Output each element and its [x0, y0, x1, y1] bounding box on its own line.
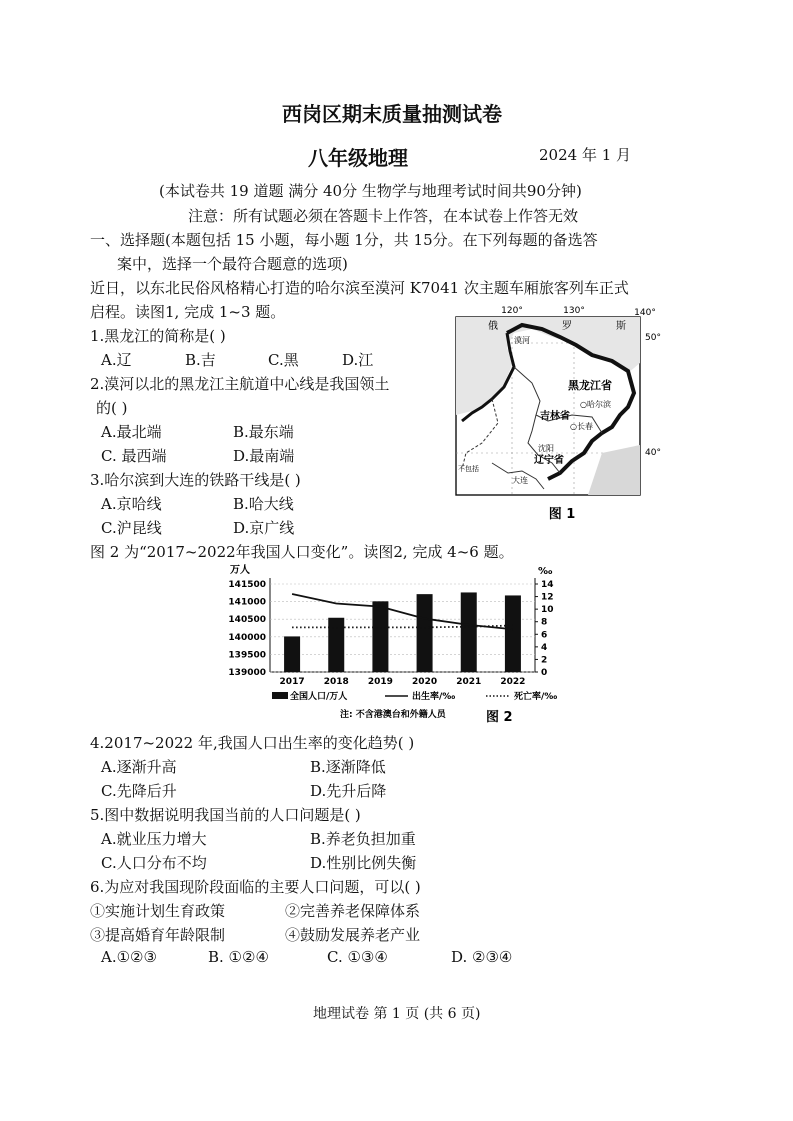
- q1-option-d: D.江: [342, 351, 374, 369]
- birth-rate-line: [292, 594, 513, 629]
- q2-option-b: B.最东端: [233, 423, 294, 441]
- left-tick-label: 139000: [228, 668, 266, 678]
- right-tick-label: 0: [541, 668, 548, 678]
- right-tick-label: 4: [541, 642, 548, 653]
- q1-option-b: B.吉: [185, 351, 216, 369]
- q4-option-c: C.先降后升: [101, 782, 177, 800]
- q5-option-d: D.性别比例失衡: [310, 854, 417, 872]
- right-tick-label: 14: [541, 580, 554, 590]
- question-1-stem: 1.黑龙江的简称是( ): [90, 327, 226, 345]
- right-tick-label: 10: [541, 605, 554, 616]
- lon-label-130: 130°: [563, 306, 585, 316]
- map-label-harbin: ○哈尔滨: [580, 400, 611, 409]
- q3-option-c: C.沪昆线: [101, 519, 162, 537]
- population-bar: [284, 636, 300, 672]
- x-tick-label: 2020: [412, 677, 438, 687]
- lon-label-120: 120°: [501, 306, 523, 316]
- map-label-mohe: 漠河: [514, 336, 530, 345]
- population-bar: [372, 601, 388, 672]
- exam-subject: 八年级地理: [308, 146, 408, 170]
- lat-label-50: 50°: [645, 333, 661, 343]
- intro1-line2: 启程。读图1, 完成 1~3 题。: [90, 303, 286, 321]
- population-bar: [417, 594, 433, 672]
- right-tick-label: 8: [541, 617, 548, 628]
- question-2-stem-cont: 的( ): [96, 399, 128, 417]
- q5-option-a: A.就业压力增大: [101, 830, 207, 848]
- map-label-russia-2: 罗: [562, 321, 572, 332]
- question-4-stem: 4.2017~2022 年,我国人口出生率的变化趋势( ): [90, 734, 415, 752]
- exam-date: 2024 年 1 月: [539, 146, 632, 164]
- population-bar: [461, 592, 477, 672]
- chart-caption: 图 2: [486, 710, 513, 724]
- page-footer: 地理试卷 第 1 页 (共 6 页): [313, 1006, 481, 1022]
- q4-option-d: D.先升后降: [310, 782, 387, 800]
- map-label-dalian: 大连: [512, 476, 528, 485]
- chart-note: 注: 不含港澳台和外籍人员: [340, 710, 446, 720]
- intro1-line1: 近日，以东北民俗风格精心打造的哈尔滨至漠河 K7041 次主题车厢旅客列车正式: [90, 279, 629, 297]
- legend-population: 全国人口/万人: [290, 692, 348, 702]
- population-bar: [328, 618, 344, 672]
- section-heading-line2: 案中，选择一个最符合题意的选项): [117, 255, 348, 273]
- q6-option-c: C. ①③④: [327, 948, 388, 966]
- chart-right-unit: ‰: [538, 566, 553, 577]
- q5-option-b: B.养老负担加重: [310, 830, 416, 848]
- chart-left-unit: 万人: [230, 565, 250, 576]
- q2-option-d: D.最南端: [233, 447, 295, 465]
- lat-label-40: 40°: [645, 448, 661, 458]
- map-label-liaoning: 辽宁省: [534, 455, 564, 466]
- q2-option-a: A.最北端: [101, 423, 162, 441]
- question-5-stem: 5.图中数据说明我国当前的人口问题是( ): [90, 806, 361, 824]
- legend-swatch-population: [272, 692, 288, 699]
- right-tick-label: 12: [541, 592, 554, 603]
- x-tick-label: 2021: [456, 677, 482, 687]
- left-tick-label: 140000: [228, 632, 266, 643]
- left-tick-label: 141500: [228, 580, 266, 590]
- intro2: 图 2 为“2017~2022年我国人口变化”。读图2, 完成 4~6 题。: [90, 543, 514, 561]
- q4-option-a: A.逐渐升高: [101, 758, 177, 776]
- map-label-shenyang: 沈阳: [538, 444, 554, 453]
- q1-option-a: A.辽: [101, 351, 132, 369]
- map-caption: 图 1: [548, 507, 576, 522]
- q2-option-c: C. 最西端: [101, 447, 167, 465]
- q3-option-a: A.京哈线: [101, 495, 162, 513]
- left-tick-label: 140500: [228, 615, 266, 626]
- question-3-stem: 3.哈尔滨到大连的铁路干线是( ): [90, 471, 301, 489]
- question-2-stem: 2.漠河以北的黑龙江主航道中心线是我国领土: [90, 375, 390, 393]
- q6-option-d: D. ②③④: [451, 948, 513, 966]
- exam-info: (本试卷共 19 道题 满分 40分 生物学与地理考试时间共90分钟): [159, 182, 582, 200]
- map-label-note: 不包括: [458, 465, 479, 473]
- x-tick-label: 2019: [367, 677, 393, 687]
- q6-item-2: ②完善养老保障体系: [285, 902, 421, 920]
- right-tick-label: 6: [541, 630, 548, 641]
- population-chart: [200, 562, 600, 724]
- left-tick-label: 139500: [228, 650, 266, 661]
- map-label-heilongjiang: 黑龙江省: [568, 379, 612, 392]
- q6-option-b: B. ①②④: [208, 948, 269, 966]
- q6-option-a: A.①②③: [101, 948, 157, 966]
- population-bar: [505, 595, 521, 672]
- map-label-russia-1: 俄: [488, 321, 498, 332]
- legend-death-rate: 死亡率/‰: [514, 692, 558, 702]
- q6-item-3: ③提高婚育年龄限制: [90, 926, 226, 944]
- map-label-russia-3: 斯: [616, 321, 626, 332]
- q4-option-b: B.逐渐降低: [310, 758, 386, 776]
- q1-option-c: C.黑: [268, 351, 299, 369]
- map-label-jilin: 吉林省: [540, 411, 570, 422]
- right-tick-label: 2: [541, 655, 548, 666]
- exam-title: 西岗区期末质量抽测试卷: [282, 102, 502, 126]
- map-label-changchun: ○长春: [570, 422, 593, 431]
- q6-item-4: ④鼓励发展养老产业: [285, 926, 421, 944]
- q3-option-b: B.哈大线: [233, 495, 294, 513]
- left-tick-label: 141000: [228, 597, 266, 608]
- legend-birth-rate: 出生率/‰: [412, 692, 456, 702]
- x-tick-label: 2017: [279, 677, 305, 687]
- q5-option-c: C.人口分布不均: [101, 854, 207, 872]
- map-figure-1: [452, 303, 662, 523]
- exam-notice: 注意：所有试题必须在答题卡上作答，在本试卷上作答无效: [188, 207, 579, 225]
- q6-item-1: ①实施计划生育政策: [90, 902, 226, 920]
- x-tick-label: 2018: [323, 677, 349, 687]
- lon-label-140: 140°: [634, 308, 656, 318]
- question-6-stem: 6.为应对我国现阶段面临的主要人口问题，可以( ): [90, 878, 421, 896]
- q3-option-d: D.京广线: [233, 519, 295, 537]
- x-tick-label: 2022: [500, 677, 526, 687]
- section-heading-line1: 一、选择题(本题包括 15 小题，每小题 1分，共 15分。在下列每题的备选答: [90, 231, 598, 249]
